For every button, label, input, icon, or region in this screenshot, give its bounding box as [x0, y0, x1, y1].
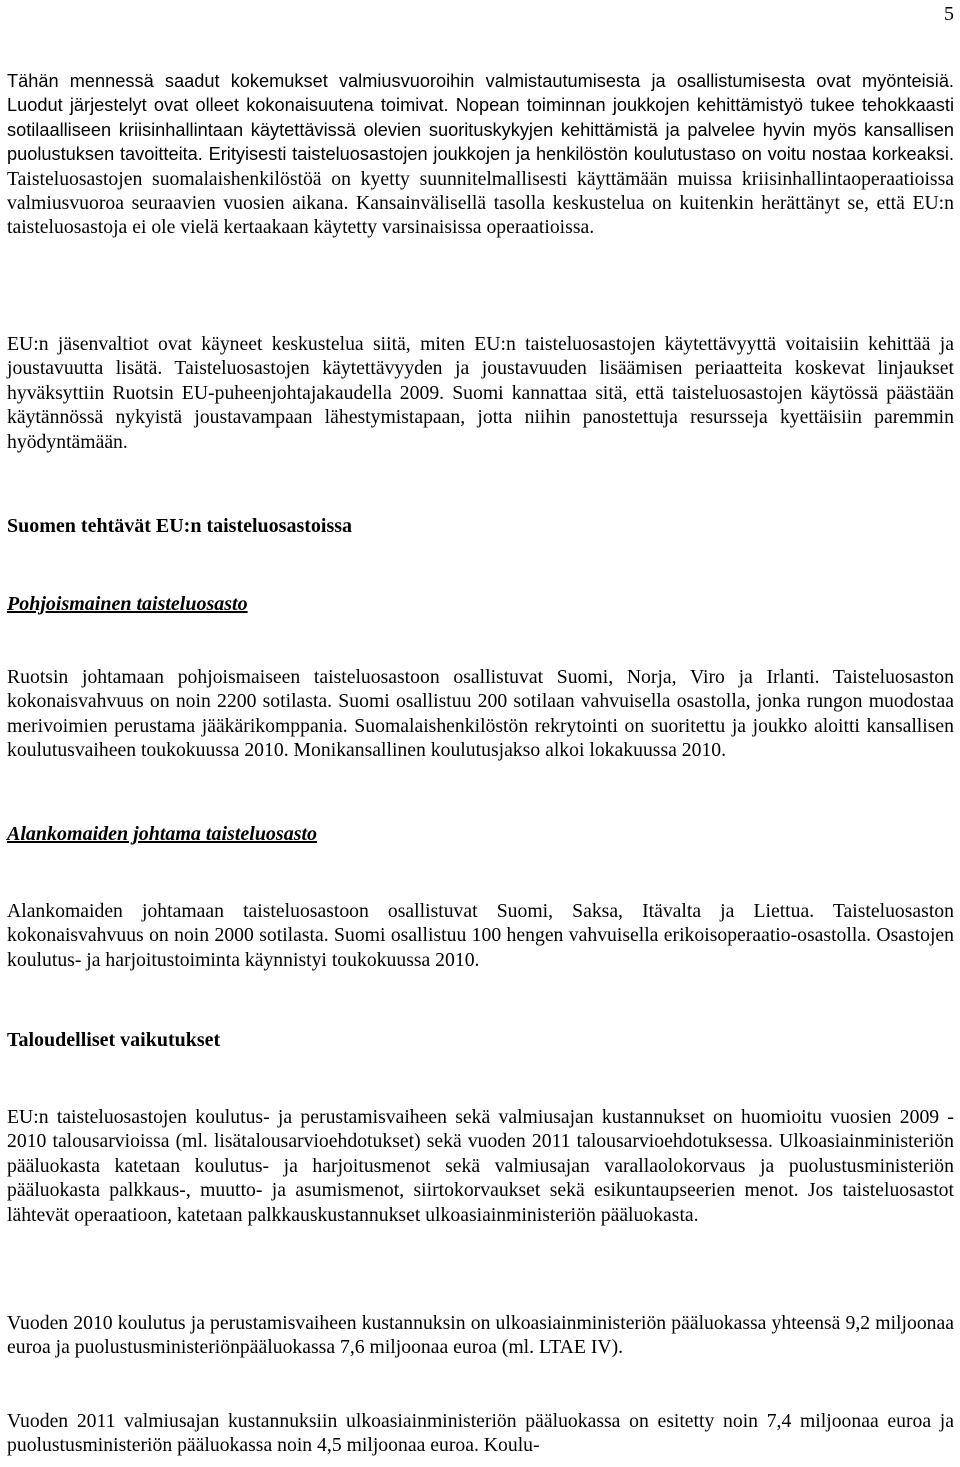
subsection-heading-dutch: Alankomaiden johtama taisteluosasto — [7, 823, 318, 845]
intro-serif-text: Taisteluosastojen suomalaishenkilöstöä on kyetty suunnitelmallisesti käyttämään muissa kriisinhallintaoperaatioissa valmiusvuoroa seuraavien vuosien aikana. Kansainvälisellä tasolla keskustelua on kuitenkin herättänyt se, että EU:n taisteluosastoja ei ole vielä kertaakaan käytetty varsinaisissa operaatioissa. — [7, 167, 954, 239]
page-number: 5 — [944, 3, 954, 25]
economic-paragraph-1: EU:n taisteluosastojen koulutus- ja perustamisvaiheen sekä valmiusajan kustannukset on huomioitu vuosien 2009 - 2010 talousarvioissa (ml. lisätalousarvioehdotukset) sekä vuoden 2011 talousarvioehdotuksessa. Ulkoasiainministeriön pääluokasta katetaan koulutus- ja harjoitusmenot sekä valmiusajan varallaolokorvaus ja puolustusministeriön pääluokasta palkkaus-, muutto- ja asumismenot, siirtokorvaukset sekä esikuntaupseerien menot. Jos taisteluosastot lähtevät operaatioon, katetaan palkkauskustannukset ulkoasiainministeriön pääluokasta. — [7, 1106, 954, 1226]
nordic-paragraph: Ruotsin johtamaan pohjoismaiseen taisteluosastoon osallistuvat Suomi, Norja, Viro ja Irlanti. Taisteluosaston kokonaisvahvuus on noin 2200 sotilasta. Suomi osallistuu 200 sotilaan vahvuisella osastolla, jonka rungon muodostaa merivoimien perustama jääkärikomppania. Suomalaishenkilöstön rekrytointi on suoritettu ja joukko aloitti kansallisen koulutusvaiheen toukokuussa 2010. Monikansallinen koulutusjakso alkoi lokakuussa 2010. — [7, 666, 954, 762]
economic-paragraph-3: Vuoden 2011 valmiusajan kustannuksiin ulkoasiainministeriön pääluokassa on esitetty noin 7,4 miljoonaa euroa ja puolustusministeriön pääluokassa noin 4,5 miljoonaa euroa. Koulu- — [7, 1410, 954, 1457]
section-heading-economic: Taloudelliset vaikutukset — [7, 1029, 221, 1051]
economic-paragraph-2: Vuoden 2010 koulutus ja perustamisvaiheen kustannuksin on ulkoasiainministeriön pääluokassa yhteensä 9,2 miljoonaa euroa ja puolustusministeriönpääluokassa 7,6 miljoonaa euroa (ml. LTAE IV). — [7, 1312, 954, 1359]
intro-sans-text: Tähän mennessä saadut kokemukset valmiusvuoroihin valmistautumisesta ja osallistumisesta ovat myönteisiä. Luodut järjestelyt ovat olleet kokonaisuutena toimivat. Nopean toiminnan joukkojen kehittämistyö tukee tehokkaasti sotilaalliseen kriisinhallintaan käytettävissä olevien suorituskykyjen kehittämistä ja palvelee hyvin myös kansallisen puolustuksen tavoitteita. Erityisesti taisteluosastojen joukkojen ja henkilöstön koulutustaso on voitu nostaa korkeaksi. — [7, 71, 954, 165]
intro-paragraph — [7, 69, 954, 240]
dutch-paragraph: Alankomaiden johtamaan taisteluosastoon osallistuvat Suomi, Saksa, Itävalta ja Liettua. Taisteluosaston kokonaisvahvuus on noin 2000 sotilasta. Suomi osallistuu 100 hengen vahvuisella erikoisoperaatio-osastolla. Osastojen koulutus- ja harjoitustoiminta käynnistyi toukokuussa 2010. — [7, 900, 954, 971]
subsection-heading-nordic: Pohjoismainen taisteluosasto — [7, 593, 248, 615]
section-heading-tasks: Suomen tehtävät EU:n taisteluosastoissa — [7, 515, 353, 537]
member-states-paragraph: EU:n jäsenvaltiot ovat käyneet keskustelua siitä, miten EU:n taisteluosastojen käytettävyyttä voitaisiin kehittää ja joustavuutta lisätä. Taisteluosastojen käytettävyyden ja joustavuuden lisäämisen periaatteita koskevat linjaukset hyväksyttiin Ruotsin EU-puheenjohtajakaudella 2009. Suomi kannattaa sitä, että taisteluosastojen käytössä päästään käytännössä nykyistä joustavampaan lähestymistapaan, jotta niihin panostettuja resursseja kyettäisiin paremmin hyödyntämään. — [7, 333, 954, 453]
